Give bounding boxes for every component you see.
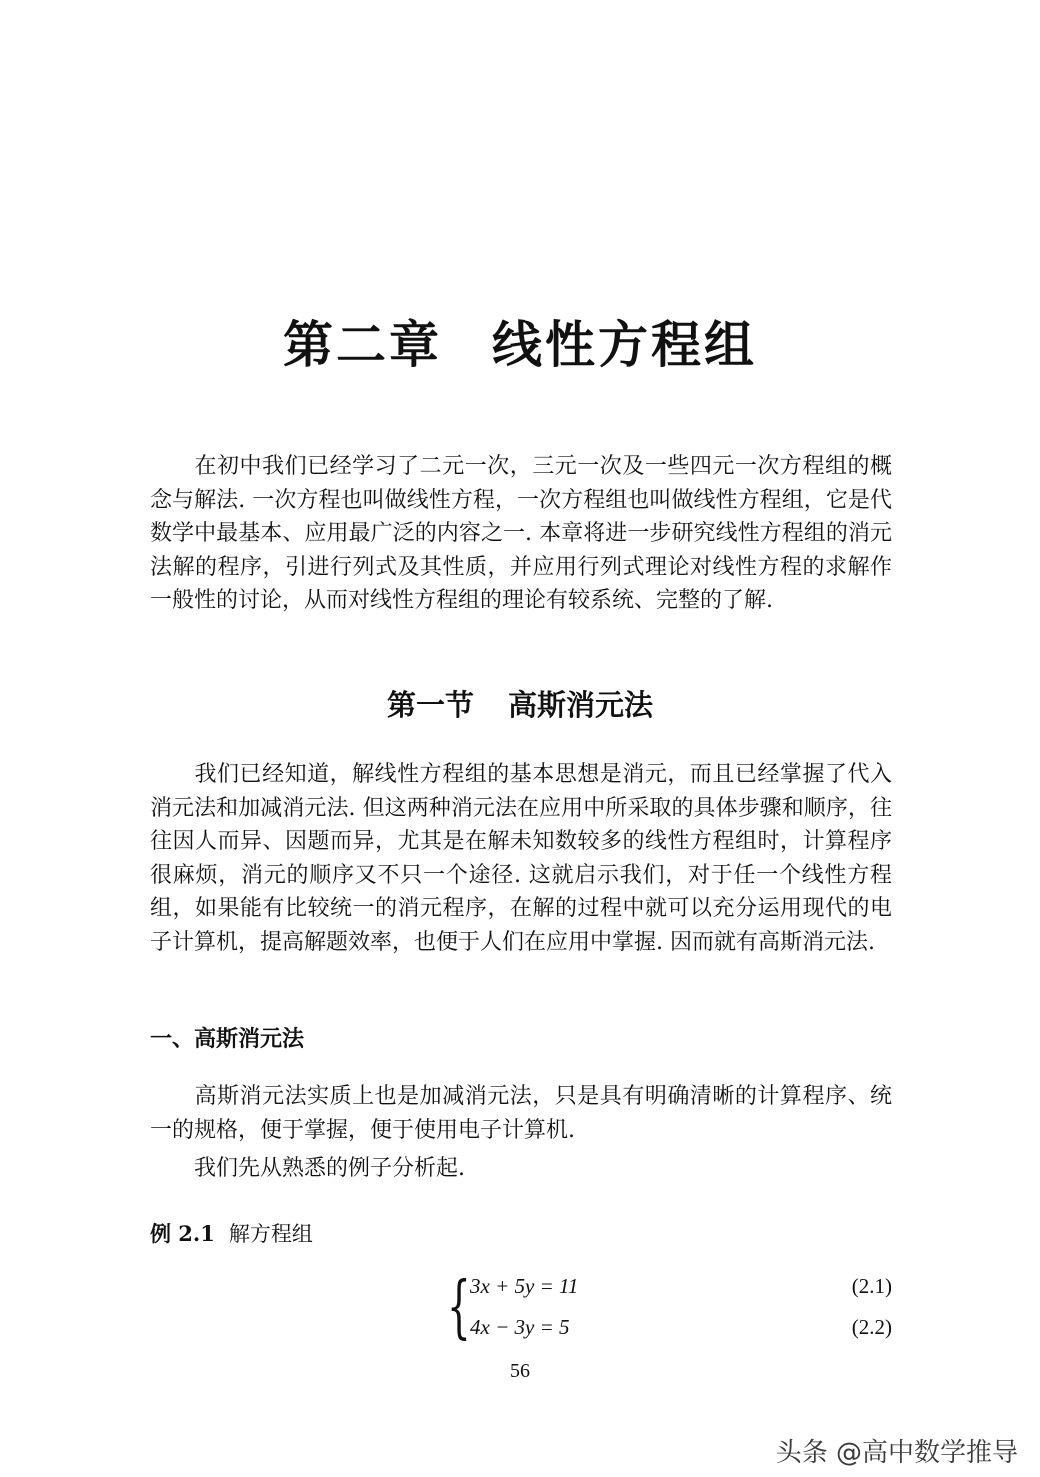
- subsection-paragraph-1: [150, 1080, 892, 1147]
- section-number: 第一节: [386, 688, 474, 722]
- section-name: 高斯消元法: [508, 688, 654, 722]
- page-number: 56: [510, 1360, 530, 1382]
- example-text: 解方程组: [228, 1222, 313, 1246]
- chapter-number: 第二章: [283, 315, 442, 374]
- subsection-paragraph-2: [150, 1152, 892, 1186]
- equation-1-number: (2.1): [851, 1274, 892, 1298]
- subsection-paragraph-1-text: 高斯消元法实质上也是加减消元法，只是具有明确清晰的计算程序、统一的规格，便于掌握，便于使用电子计算机.: [150, 1084, 892, 1143]
- section-title: [0, 683, 1040, 724]
- chapter-name: 线性方程组: [492, 315, 757, 374]
- example-heading: [150, 1218, 313, 1248]
- chapter-title: [0, 305, 1040, 377]
- equation-2: 4x − 3y = 5: [470, 1315, 570, 1339]
- section-paragraph: [150, 758, 892, 959]
- chapter-intro: [150, 450, 892, 618]
- section-paragraph-text: 我们已经知道，解线性方程组的基本思想是消元，而且已经掌握了代入消元法和加减消元法. 但这两种消元法在应用中所采取的具体步骤和顺序，往往因人而异、因题而异，尤其是在解未知数较多的线性方程组时，计算程序很麻烦，消元的顺序又不只一个途径. 这就启示我们，对于任一个线性方程组，如果能有比较统一的消元程序，在解的过程中就可以充分运用现代的电子计算机，提高解题效率，也便于人们在应用中掌握. 因而就有高斯消元法.: [150, 762, 892, 955]
- equation-2-number: (2.2): [851, 1315, 892, 1339]
- equation-1: 3x + 5y = 11: [470, 1274, 579, 1298]
- subsection-paragraph-2-text: 我们先从熟悉的例子分析起.: [194, 1156, 465, 1181]
- example-label: 例 2.1: [150, 1221, 215, 1246]
- chapter-intro-text: 在初中我们已经学习了二元一次，三元一次及一些四元一次方程组的概念与解法. 一次方程也叫做线性方程，一次方程组也叫做线性方程组，它是代数学中最基本、应用最广泛的内容之一. 本章将进一步研究线性方程组的消元法解的程序，引进行列式及其性质，并应用行列式理论对线性方程的求解作一般性的讨论，从而对线性方程组的理论有较系统、完整的了解.: [150, 454, 892, 613]
- subsection-title: 一、高斯消元法: [150, 1026, 305, 1052]
- equation-brace: {: [447, 1268, 471, 1347]
- watermark: 头条 @高中数学推导: [775, 1438, 1018, 1468]
